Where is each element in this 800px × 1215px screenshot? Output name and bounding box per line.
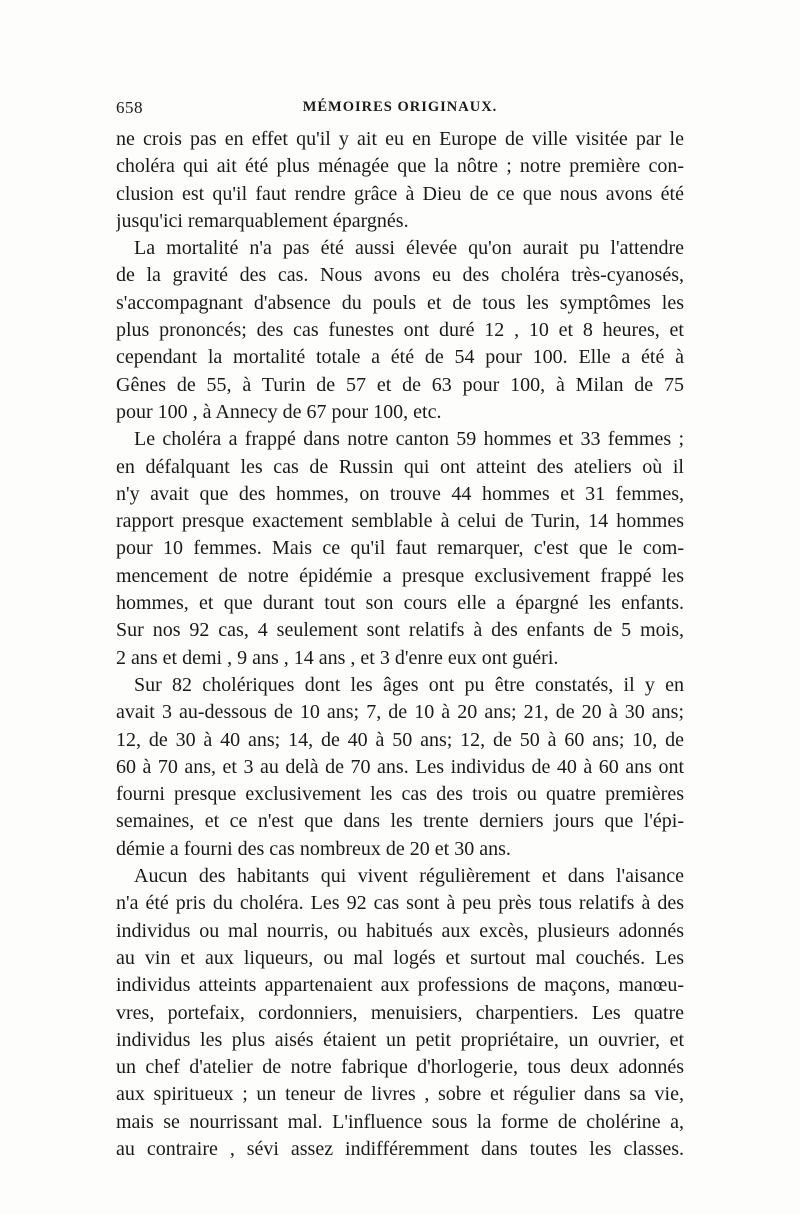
text-line: ne crois pas en effet qu'il y ait eu en Europe de ville visitée par le [116,128,684,150]
text-line: un chef d'atelier de notre fabrique d'horlogerie, tous deux adonnés [116,1056,684,1079]
text-line: Aucun des habitants qui vivent régulièrement et dans l'aisance [134,865,684,888]
text-line: 2 ans et demi , 9 ans , 14 ans , et 3 d'enre eux ont guéri. [116,646,559,669]
text-line: en défalquant les cas de Russin qui ont atteint des ateliers où il [116,455,684,478]
text-line: clusion est qu'il faut rendre grâce à Dieu de ce que nous avons été [116,182,684,205]
text-line: Le choléra a frappé dans notre canton 59 hommes et 33 femmes ; [134,428,684,451]
text-line: fourni presque exclusivement les cas des trois ou quatre premières [116,783,684,806]
text-line: Gênes de 55, à Turin de 57 et de 63 pour 100, à Milan de 75 [116,373,684,396]
text-line: 60 à 70 ans, et 3 au delà de 70 ans. Les individus de 40 à 60 ans ont [116,755,684,778]
body-text [116,126,684,1163]
text-line: La mortalité n'a pas été aussi élevée qu'on aurait pu l'attendre [134,237,684,260]
text-line: au contraire , sévi assez indifféremment dans toutes les classes. [116,1137,684,1160]
text-line: vres, portefaix, cordonniers, menuisiers, charpentiers. Les quatre [116,1001,684,1024]
text-line: hommes, et que durant tout son cours elle a épargné les enfants. [116,592,684,615]
text-line: s'accompagnant d'absence du pouls et de tous les symptômes les [116,291,684,314]
text-line: avait 3 au-dessous de 10 ans; 7, de 10 à 20 ans; 21, de 20 à 30 ans; [116,701,684,724]
text-line: pour 10 femmes. Mais ce qu'il faut remarquer, c'est que le com- [116,537,684,560]
text-line: mais se nourrissant mal. L'influence sous la forme de cholérine a, [116,1110,684,1133]
text-line: Sur nos 92 cas, 4 seulement sont relatifs à des enfants de 5 mois, [116,619,684,642]
running-header [116,98,684,122]
text-line: semaines, et ce n'est que dans les trente derniers jours que l'épi- [116,810,684,833]
text-line: n'a été pris du choléra. Les 92 cas sont à peu près tous relatifs à des [116,892,684,915]
text-line: rapport presque exactement semblable à celui de Turin, 14 hommes [116,510,684,533]
text-line: pour 100 , à Annecy de 67 pour 100, etc. [116,400,442,423]
text-line: n'y avait que des hommes, on trouve 44 hommes et 31 femmes, [116,482,684,505]
text-line: individus les plus aisés étaient un petit propriétaire, un ouvrier, et [116,1028,684,1051]
text-line: au vin et aux liqueurs, ou mal logés et surtout mal couchés. Les [116,946,684,969]
text-line: 12, de 30 à 40 ans; 14, de 40 à 50 ans; 12, de 50 à 60 ans; 10, de [116,728,684,751]
text-line: plus prononcés; des cas funestes ont duré 12 , 10 et 8 heures, et [116,319,684,342]
text-line: de la gravité des cas. Nous avons eu des choléra très-cyanosés, [116,264,684,287]
running-title: MÉMOIRES ORIGINAUX. [302,99,498,115]
text-line: démie a fourni des cas nombreux de 20 et 30 ans. [116,837,511,860]
text-line: individus atteints appartenaient aux professions de maçons, manœu- [116,974,684,997]
text-line: aux spiritueux ; un teneur de livres , sobre et régulier dans sa vie, [116,1083,684,1106]
text-line: individus ou mal nourris, ou habitués aux excès, plusieurs adonnés [116,919,684,942]
text-line: jusqu'ici remarquablement épargnés. [116,209,409,232]
page-number: 658 [116,98,143,117]
text-line: mencement de notre épidémie a presque exclusivement frappé les [116,564,684,587]
text-line: choléra qui ait été plus ménagée que la nôtre ; notre première con- [116,155,684,178]
text-line: Sur 82 cholériques dont les âges ont pu être constatés, il y en [134,673,684,696]
text-line: cependant la mortalité totale a été de 54 pour 100. Elle a été à [116,346,684,369]
